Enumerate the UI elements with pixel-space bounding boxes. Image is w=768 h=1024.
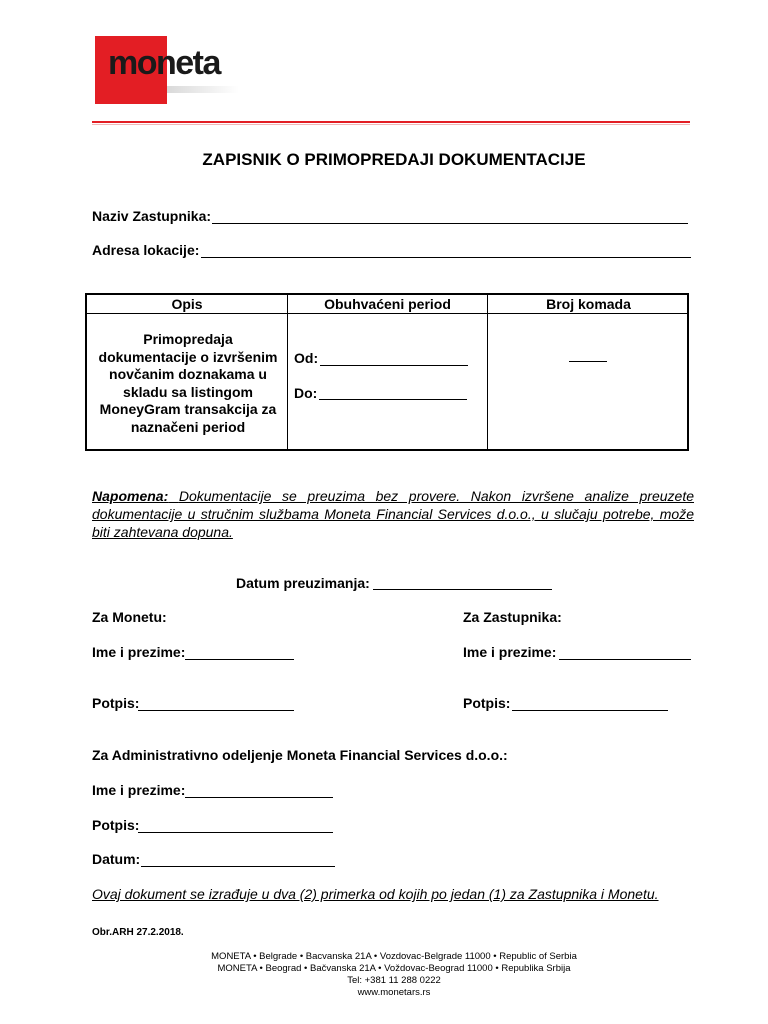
note-text: Dokumentacije se preuzima bez provere. Nakon izvršene analize preuzete dokumentacije u stručnim službama Moneta Financial Services d.o.o., u slučaju potrebe, može biti zahtevana dopuna. <box>92 488 694 540</box>
footer-website[interactable]: www.monetars.rs <box>357 987 431 998</box>
for-agent-label: Za Zastupnika: <box>463 609 562 625</box>
period-to-label: Do: <box>294 385 318 401</box>
agent-name-label: Naziv Zastupnika: <box>92 208 212 224</box>
admin-date-label: Datum: <box>92 851 141 867</box>
logo-text: moneta <box>108 44 220 82</box>
admin-heading: Za Administrativno odeljenje Moneta Financial Services d.o.o.: <box>92 747 508 763</box>
header-divider-shade <box>92 124 690 125</box>
header-opis: Opis <box>171 296 203 312</box>
moneta-name-field[interactable] <box>185 659 294 660</box>
count-field[interactable] <box>569 361 607 362</box>
note-label: Napomena: <box>92 488 169 504</box>
handover-date-field[interactable] <box>373 589 552 590</box>
moneta-name-label: Ime i prezime: <box>92 644 186 660</box>
handover-date-label: Datum preuzimanja: <box>236 575 370 591</box>
documentation-table <box>85 293 689 451</box>
form-code: Obr.ARH 27.2.2018. <box>92 927 184 938</box>
admin-signature-label: Potpis: <box>92 817 140 833</box>
admin-date-field[interactable] <box>141 866 335 867</box>
table-column-divider <box>287 295 288 449</box>
table-column-divider <box>487 295 488 449</box>
footer-address-en: MONETA • Belgrade • Bacvanska 21A • Vozdovac-Belgrade 11000 • Republic of Serbia <box>211 951 577 962</box>
footer-phone: Tel: +381 11 288 0222 <box>347 975 441 986</box>
header-period: Obuhvaćeni period <box>324 296 451 312</box>
period-from-label: Od: <box>294 350 319 366</box>
admin-name-label: Ime i prezime: <box>92 782 186 798</box>
moneta-signature-field[interactable] <box>138 710 294 711</box>
for-moneta-label: Za Monetu: <box>92 609 167 625</box>
admin-signature-field[interactable] <box>138 832 333 833</box>
header-count: Broj komada <box>546 296 631 312</box>
admin-name-field[interactable] <box>185 797 333 798</box>
period-from-field[interactable] <box>320 365 468 366</box>
copies-note: Ovaj dokument se izrađuje u dva (2) primerka od kojih po jedan (1) za Zastupnika i Monetu. <box>92 886 659 902</box>
agent-person-name-label: Ime i prezime: <box>463 644 557 660</box>
table-description-cell: Primopredaja dokumentacije o izvršenim novčanim doznakama u skladu sa listingom MoneyGram transakcija za naznačeni period <box>98 331 278 435</box>
note-paragraph <box>92 487 694 541</box>
location-address-label: Adresa lokacije: <box>92 242 200 258</box>
footer-address-sr: MONETA • Beograd • Bačvanska 21A • Voždovac-Beograd 11000 • Republika Srbija <box>217 963 571 974</box>
agent-signature-label: Potpis: <box>463 695 511 711</box>
period-to-field[interactable] <box>319 399 467 400</box>
agent-name-field[interactable] <box>212 223 688 224</box>
location-address-field[interactable] <box>201 257 691 258</box>
logo-shadow <box>167 86 239 93</box>
page-title: ZAPISNIK O PRIMOPREDAJI DOKUMENTACIJE <box>202 150 586 169</box>
agent-signature-field[interactable] <box>512 710 668 711</box>
moneta-signature-label: Potpis: <box>92 695 140 711</box>
header-divider <box>92 121 690 123</box>
agent-person-name-field[interactable] <box>559 659 691 660</box>
